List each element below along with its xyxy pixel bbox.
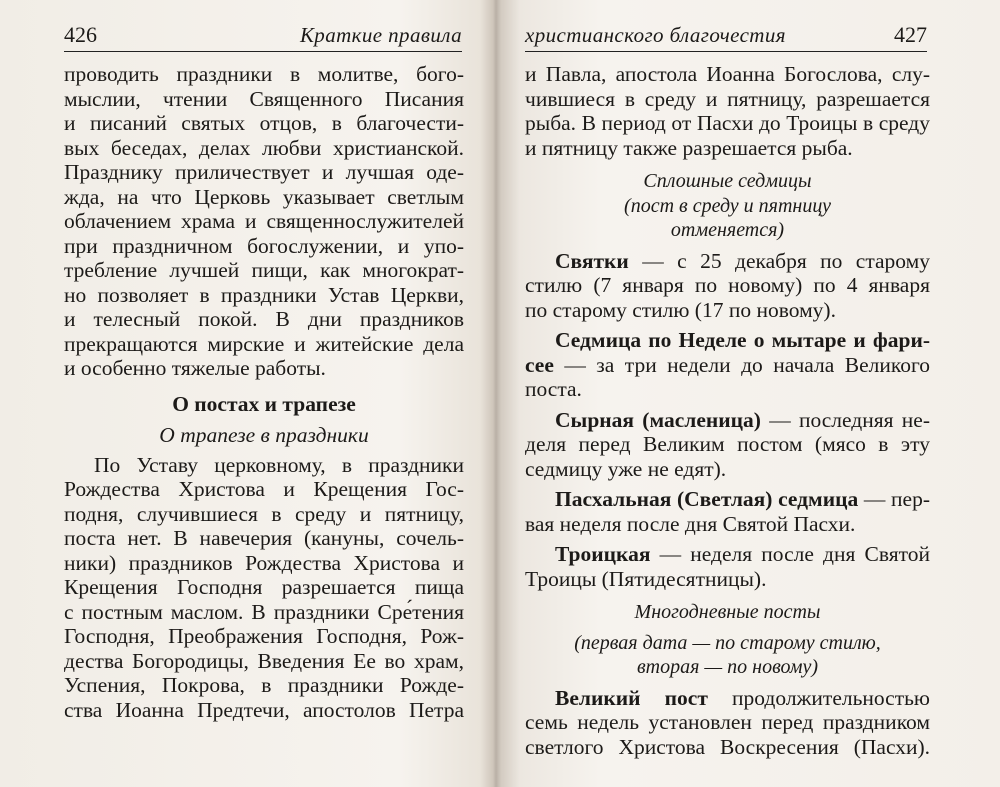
section-title: О постах и трапезе — [172, 391, 356, 416]
solid-weeks-title — [525, 169, 930, 243]
subsection-title: О трапезе в праздники — [159, 423, 369, 447]
entry-paskhalnaya — [525, 487, 930, 536]
text-line: и Павла, апостола Иоанна Богослова, слу- — [525, 62, 930, 86]
right-page — [510, 0, 1000, 787]
text-line: рыба. В период от Пасхи до Троицы в среду — [525, 111, 930, 135]
entry-term: Седмица по Неделе о мытаре и фари- — [555, 328, 930, 352]
text-line — [525, 487, 930, 512]
text-line: прекращаются мирские и житейские дела — [64, 331, 464, 356]
entry-term: Великий пост — [555, 685, 708, 710]
entry-term: Троицкая — [555, 542, 651, 566]
text-line — [525, 408, 930, 433]
text-line: жда, на что Церковь указывает светлым — [64, 184, 464, 209]
title-line: отменяется) — [670, 219, 785, 241]
right-page-header — [525, 18, 927, 52]
text-line — [525, 249, 930, 274]
text-line: подня, случившиеся в среду и пятницу, — [64, 501, 464, 526]
text-line: и телесный покой. В дни праздников — [64, 307, 464, 331]
text-line: требление лучшей пищи, как многократ- — [64, 258, 464, 282]
title-line: Сплошные седмицы — [643, 170, 812, 192]
text-line: светлого Христова Воскресения (Пасхи). — [525, 734, 930, 759]
left-paragraph-2 — [64, 453, 464, 723]
entry-mytar — [525, 328, 930, 402]
left-page-number: 426 — [64, 22, 97, 47]
entry-text: — за три недели до начала Великого — [553, 352, 930, 377]
text-line: поста нет. В навечерия (кануны, сочель- — [64, 526, 464, 550]
left-paragraph-1 — [64, 62, 464, 381]
left-page-header — [64, 18, 462, 52]
text-line: дества Богородицы, Введения Ее во храм, — [64, 648, 464, 673]
entry-text: продолжительностью — [707, 685, 930, 710]
entry-term: Святки — [555, 248, 629, 273]
entry-great-lent — [525, 686, 930, 760]
text-line: Господня, Преображения Господня, Рож- — [64, 624, 464, 648]
text-line: чившиеся в среду и пятницу, разрешается — [525, 86, 930, 111]
entry-term-cont: сее — [525, 352, 554, 377]
text-line: стилю (7 января по новому) по 4 января — [525, 273, 930, 297]
text-line: мыслии, чтении Священного Писания — [64, 86, 464, 111]
text-line — [525, 353, 930, 378]
text-line: вая неделя после дня Святой Пасхи. — [525, 511, 856, 536]
entry-maslenitsa — [525, 408, 930, 482]
text-line: вых беседах, делах любви христианской. — [64, 135, 464, 160]
left-running-head: Краткие правила — [299, 23, 462, 47]
entry-text: — с 25 декабря по старому — [628, 248, 930, 273]
text-line: и пятницу также разрешается рыба. — [525, 135, 853, 160]
text-line — [525, 686, 930, 711]
entry-text: — последняя не- — [760, 407, 930, 432]
entry-svyatki — [525, 249, 930, 323]
text-line: Успения, Покрова, в праздники Рожде- — [64, 673, 464, 697]
right-page-number: 427 — [894, 22, 927, 47]
left-page-body — [64, 62, 464, 722]
text-line: проводить праздники в молитве, бого- — [64, 62, 464, 86]
text-line: облачением храма и священнослужителей — [64, 209, 464, 233]
text-line: но позволяет в праздники Устав Церкви, — [64, 282, 464, 307]
text-line — [525, 542, 930, 567]
text-line: по старому стилю (17 по новому). — [525, 297, 836, 322]
text-line: Празднику приличествует и лучшая оде- — [64, 160, 464, 184]
text-line: и писаний святых отцов, в благочести- — [64, 111, 464, 135]
text-line: с постным маслом. В праздники Сре́тения — [64, 599, 464, 624]
text-line: Троицы (Пятидесятницы). — [525, 566, 767, 591]
text-line: при праздничном богослужении, и упо- — [64, 233, 464, 258]
entry-text: — пер- — [858, 487, 930, 511]
title-line: (пост в среду и пятницу — [624, 194, 831, 217]
right-running-head: христианского благочестия — [525, 23, 786, 47]
text-line: и особенно тяжелые работы. — [64, 356, 326, 380]
left-page — [0, 0, 490, 787]
text-line: поста. — [525, 377, 582, 401]
text-line: деля перед Великим постом (мясо в эту — [525, 432, 930, 456]
multiday-fasts-title — [525, 600, 930, 680]
title-line: вторая — по новому) — [636, 656, 819, 678]
text-line: По Уставу церковному, в праздники — [94, 452, 464, 477]
title-line: Многодневные посты — [634, 601, 821, 623]
entry-term: Сырная (масленица) — [555, 407, 761, 432]
text-line: седмицу уже не едят). — [525, 456, 727, 481]
entry-troitskaya — [525, 542, 930, 591]
right-paragraph-1 — [525, 62, 930, 160]
title-line: (первая дата — по старому стилю, — [574, 631, 881, 654]
text-line: семь недель установлен перед праздником — [525, 710, 930, 734]
text-line: ники) праздников Рождества Христова и — [64, 550, 464, 575]
text-line: Крещения Господня разрешается пища — [64, 575, 464, 599]
right-page-body — [525, 62, 930, 759]
text-line: ства Иоанна Предтечи, апостолов Петра — [64, 697, 464, 722]
text-line: Рождества Христова и Крещения Гос- — [64, 477, 464, 501]
entry-term: Пасхальная (Светлая) седмица — [555, 487, 859, 511]
entry-text: — неделя после дня Святой — [650, 542, 930, 566]
